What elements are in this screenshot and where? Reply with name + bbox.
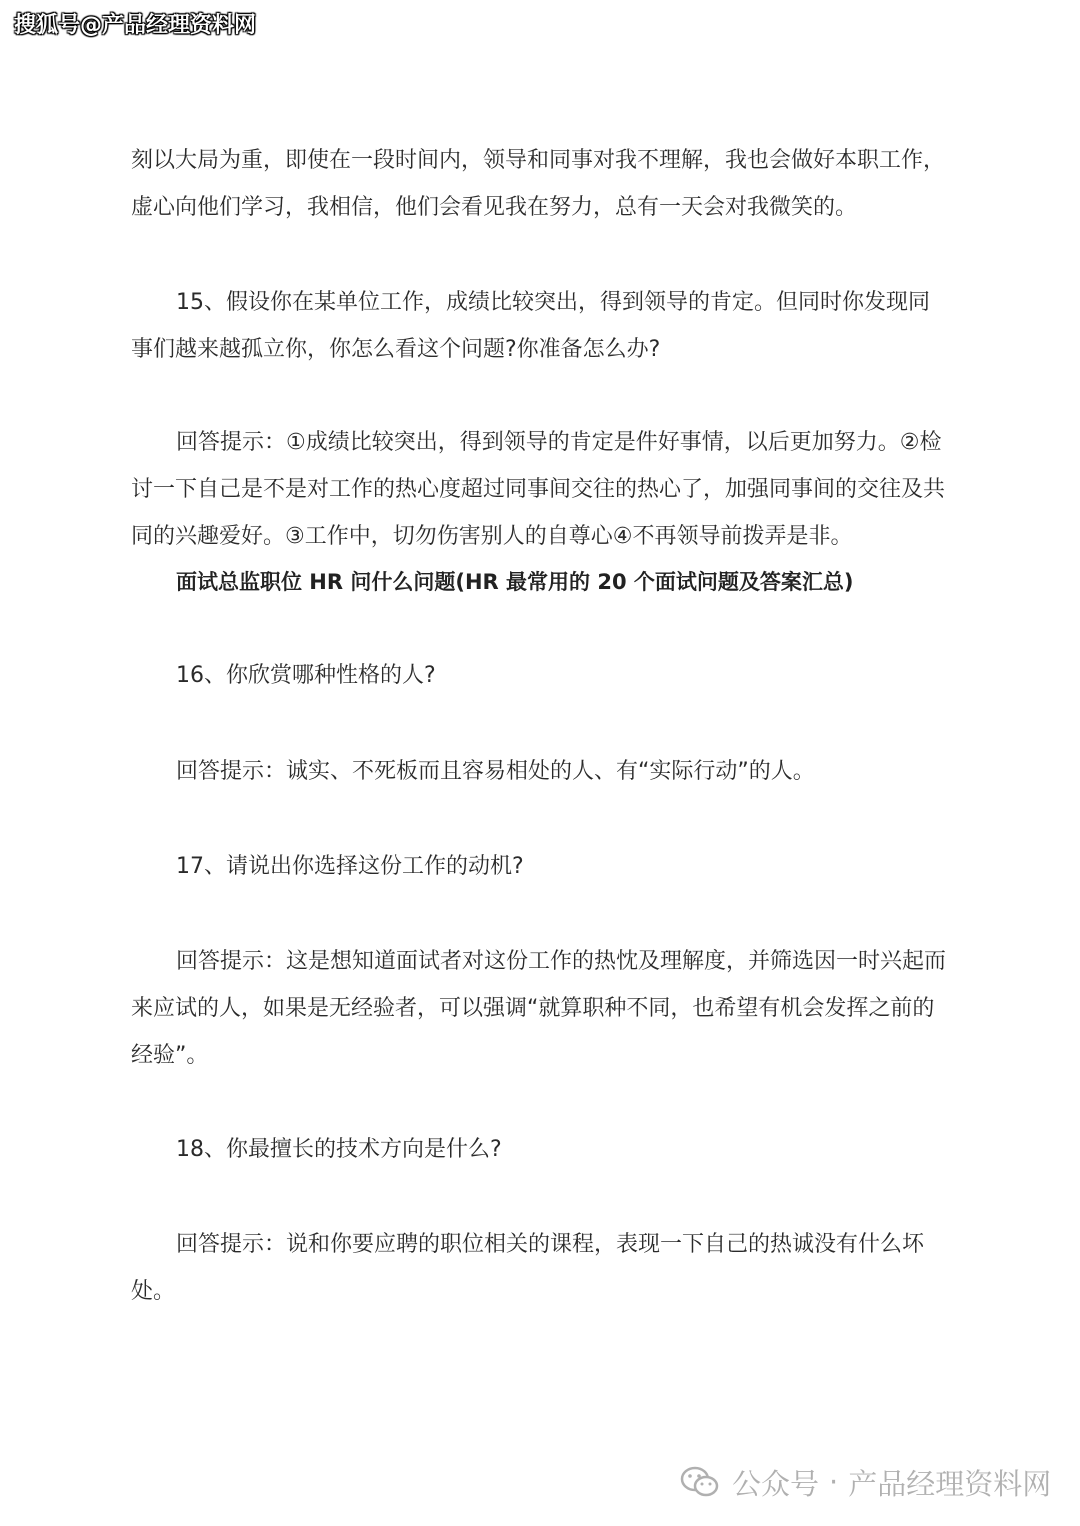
paragraph-continued: 刻以大局为重，即使在一段时间内，领导和同事对我不理解，我也会做好本职工作，虚心向他们学习，我相信，他们会看见我在努力，总有一天会对我微笑的。 [131, 148, 946, 220]
footer-prefix: 公众号 [732, 1466, 820, 1501]
answer-15: 回答提示：①成绩比较突出，得到领导的肯定是件好事情，以后更加努力。②检讨一下自己是不是对工作的热心度超过同事间交往的热心了，加强同事间的交往及共同的兴趣爱好。③工作中，切勿伤害别人的自尊心④不再领导前拨弄是非。 [131, 430, 946, 549]
wechat-account-watermark [680, 1460, 1051, 1504]
question-16: 16、你欣赏哪种性格的人? [176, 663, 436, 688]
sohu-watermark: 搜狐号@产品经理资料网 [14, 13, 257, 38]
answer-18: 回答提示：说和你要应聘的职位相关的课程，表现一下自己的热诚没有什么坏处。 [131, 1232, 925, 1304]
question-15: 15、假设你在某单位工作，成绩比较突出，得到领导的肯定。但同时你发现同事们越来越孤立你，你怎么看这个问题?你准备怎么办? [131, 290, 930, 362]
section-heading: 面试总监职位 HR 问什么问题(HR 最常用的 20 个面试问题及答案汇总) [176, 570, 854, 594]
wechat-icon [680, 1465, 720, 1499]
answer-17: 回答提示：这是想知道面试者对这份工作的热忱及理解度，并筛选因一时兴起而来应试的人，如果是无经验者，可以强调“就算职种不同，也希望有机会发挥之前的经验”。 [131, 949, 947, 1068]
question-17: 17、请说出你选择这份工作的动机? [176, 854, 524, 879]
question-18: 18、你最擅长的技术方向是什么? [176, 1137, 502, 1162]
footer-separator: · [829, 1465, 839, 1499]
footer-account-name: 产品经理资料网 [848, 1466, 1052, 1501]
answer-16: 回答提示：诚实、不死板而且容易相处的人、有“实际行动”的人。 [176, 759, 815, 784]
